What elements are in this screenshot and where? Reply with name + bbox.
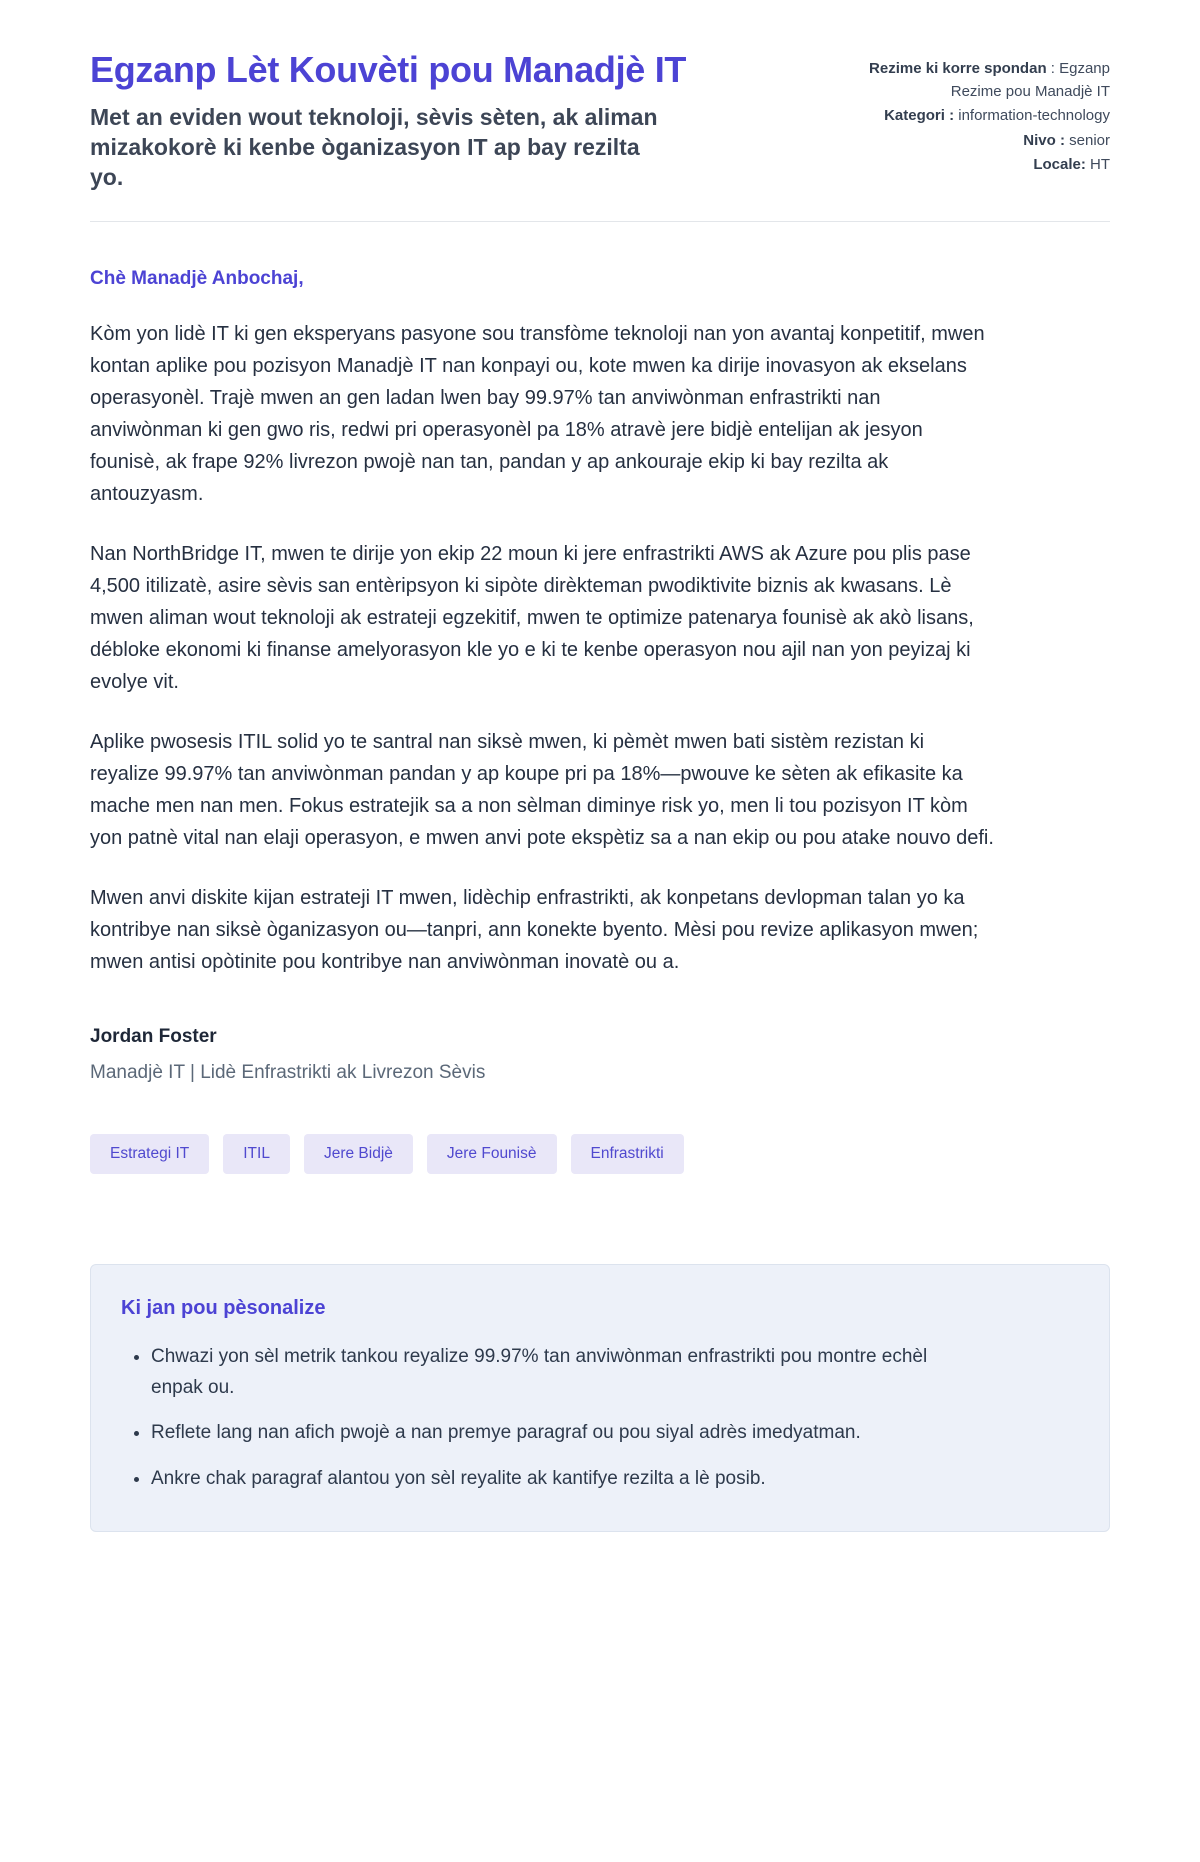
meta-category — [835, 105, 1110, 128]
tips-item: • Chwazi yon sèl metrik tankou reyalize 99.97% tan anviwònman enfrastrikti pou montre echèl enpak ou. — [151, 1342, 981, 1404]
meta-level-label: Nivo : — [1023, 131, 1065, 149]
tag-pill[interactable]: Jere Founisè — [427, 1134, 557, 1174]
letter-paragraph: Mwen anvi diskite kijan estrateji IT mwen, lidèchip enfrastrikti, ak konpetans devlopman talan yo ka kontribye nan siksè òganizasyon ou—tanpri, ann konekte byento. Mèsi pou revize aplikasyon mwen; mwen antisi opòtinite pou kontribye nan anviwònman inovatè ou a. — [90, 886, 979, 973]
letter-greeting: Chè Manadjè Anbochaj, — [90, 267, 304, 289]
meta-matching-resume — [835, 58, 1110, 103]
tips-heading: Ki jan pou pèsonalize — [121, 1296, 326, 1319]
meta-level — [835, 130, 1110, 153]
tips-item: • Ankre chak paragraf alantou yon sèl reyalite ak kantifye rezilta a lè posib. — [151, 1464, 981, 1495]
header-divider — [90, 221, 1110, 222]
tag-list — [90, 1134, 1110, 1174]
meta-category-label: Kategori : — [884, 107, 955, 124]
meta-panel — [835, 48, 1110, 179]
meta-resume-value: : Egzanp Rezime pou Manadjè IT — [950, 60, 1110, 100]
header-title-block — [90, 48, 686, 193]
meta-category-value: information-technology — [954, 107, 1110, 124]
page-subtitle: Met an eviden wout teknoloji, sèvis sèten, ak aliman mizakokorè ki kenbe òganizasyon IT ap bay rezilta yo. — [90, 104, 658, 190]
tag-pill[interactable]: ITIL — [223, 1134, 290, 1174]
tag-pill[interactable]: Estrategi IT — [90, 1134, 209, 1174]
tips-list — [121, 1342, 1079, 1495]
header — [90, 48, 1110, 193]
tips-item: • Reflete lang nan afich pwojè a nan premye paragraf ou pou siyal adrès imedyatman. — [151, 1418, 981, 1449]
meta-level-value: senior — [1064, 131, 1110, 149]
meta-locale-value: HT — [1085, 156, 1110, 173]
page-title: Egzanp Lèt Kouvèti pou Manadjè IT — [90, 49, 687, 90]
signature-title: Manadjè IT | Lidè Enfrastrikti ak Livrezon Sèvis — [90, 1061, 486, 1083]
meta-locale-label: Locale: — [1033, 156, 1086, 173]
signature-name: Jordan Foster — [90, 1025, 217, 1047]
personalize-tips-box — [90, 1264, 1110, 1532]
letter-paragraph: Nan NorthBridge IT, mwen te dirije yon ekip 22 moun ki jere enfrastrikti AWS ak Azure pou plis pase 4,500 itilizatè, asire sèvis san entèripsyon ki sipòte dirèkteman pwodiktivite biznis ak kwasans. Lè mwen aliman wout teknoloji ak estrateji egzekitif, mwen te optimize patenarya founisè ak akò lisans, débloke ekonomi ki finanse amelyorasyon kle yo e ki te kenbe operasyon nou ajil nan yon peyizaj ki evolye vit. — [90, 542, 974, 693]
tag-pill[interactable]: Enfrastrikti — [571, 1134, 684, 1174]
letter-paragraph: Aplike pwosesis ITIL solid yo te santral nan siksè mwen, ki pèmèt mwen bati sistèm rezistan ki reyalize 99.97% tan anviwònman pandan y ap koupe pri pa 18%—pwouve ke sèten ak efikasite ka mache men nan men. Fokus estratejik sa a non sèlman diminye risk yo, men li tou pozisyon IT kòm yon patnè vital nan elaji operasyon, e mwen anvi pote ekspètiz sa a nan ekip ou pou atake nouvo defi. — [90, 730, 994, 849]
meta-locale — [835, 154, 1110, 177]
tag-pill[interactable]: Jere Bidjè — [304, 1134, 413, 1174]
meta-resume-label: Rezime ki korre spondan — [869, 60, 1047, 77]
letter-paragraph: Kòm yon lidè IT ki gen eksperyans pasyone sou transfòme teknoloji nan yon avantaj konpetitif, mwen kontan aplike pou pozisyon Manadjè IT nan konpayi ou, kote mwen ka dirije inovasyon ak ekselans operasyonèl. Trajè mwen an gen ladan lwen bay 99.97% tan anviwònman enfrastrikti nan anviwònman ki gen gwo ris, redwi pri operasyonèl pa 18% atravè jere bidjè entelijan ak jesyon founisè, ak frape 92% livrezon pwojè nan tan, pandan y ap ankouraje ekip ki bay rezilta ak antouzyasm. — [90, 322, 985, 505]
